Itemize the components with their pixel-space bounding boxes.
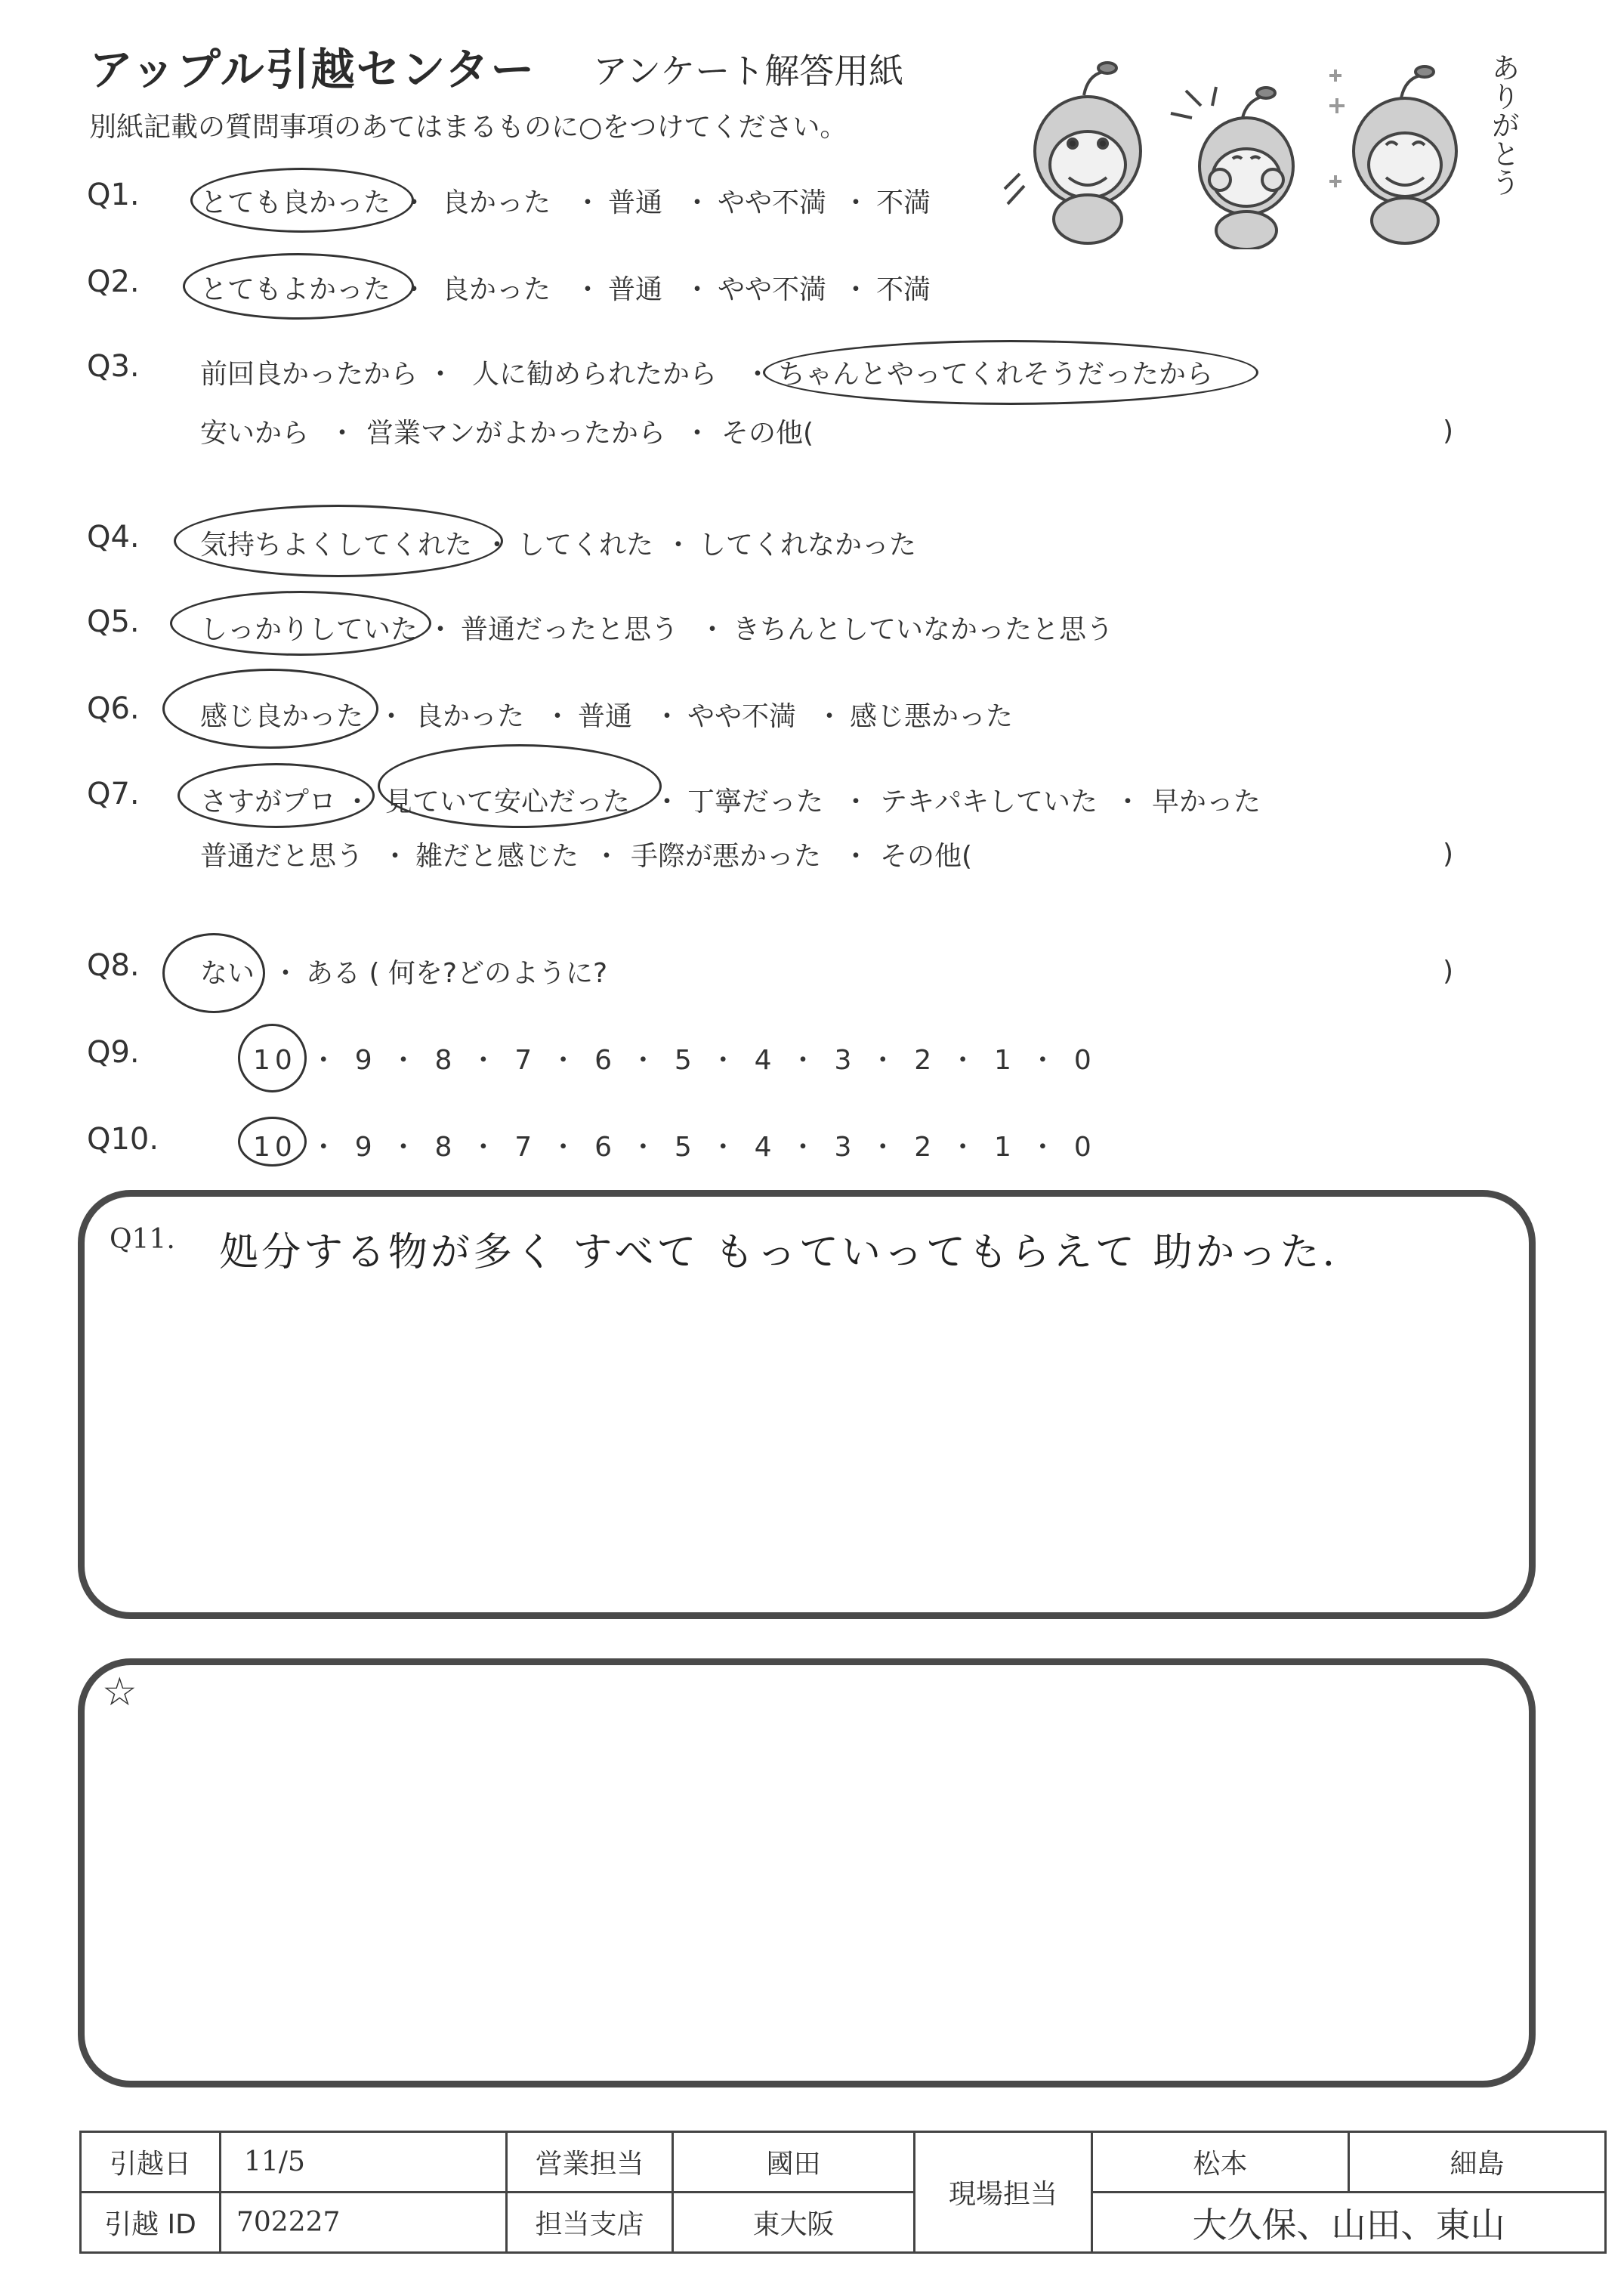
form-title: アンケート解答用紙	[593, 51, 904, 91]
monkey-mascots-image	[997, 45, 1511, 249]
q8-close-paren: )	[1443, 956, 1454, 987]
staff-info-table	[79, 2131, 1607, 2254]
q3-option-4[interactable]: 安いから	[200, 418, 310, 449]
q9-label: Q9.	[87, 1035, 140, 1070]
q3-option-other[interactable]: その他(	[721, 418, 814, 449]
site-staff-3: 大久保、山田、東山	[1092, 2193, 1606, 2253]
site-staff-label: 現場担当	[915, 2132, 1092, 2253]
q9-answer-circle	[238, 1024, 307, 1092]
branch-value: 東大阪	[673, 2193, 915, 2253]
move-id-value: 702227	[221, 2193, 507, 2253]
site-staff-1: 松本	[1092, 2132, 1349, 2193]
q1-option-3[interactable]: 普通	[608, 187, 663, 218]
q5-option-1[interactable]: しっかりしていた	[200, 614, 418, 645]
q6-option-2[interactable]: 良かった	[415, 701, 525, 732]
q6-label: Q6.	[87, 691, 140, 726]
q1-option-2[interactable]: 良かった	[442, 187, 551, 218]
q8-option-2[interactable]: ある ( 何を?どのように?	[306, 958, 608, 989]
star-icon: ☆	[102, 1670, 137, 1715]
q7-label: Q7.	[87, 777, 140, 811]
q5-label: Q5.	[87, 604, 140, 639]
company-name: アップル引越センター	[89, 44, 536, 95]
q8-answer-circle	[162, 933, 265, 1013]
q4-option-3[interactable]: してくれなかった	[699, 530, 917, 561]
move-id-label: 引越 ID	[81, 2193, 221, 2253]
q4-label: Q4.	[87, 520, 140, 555]
q5-answer-circle	[170, 591, 431, 656]
q10-scale[interactable]: 10 ・ 9 ・ 8 ・ 7 ・ 6 ・ 5 ・ 4 ・ 3 ・ 2 ・ 1 ・ 0	[253, 1132, 1096, 1163]
q6-option-3[interactable]: 普通	[578, 701, 633, 732]
q7-answer-circle-1	[178, 763, 375, 828]
q7-option-8[interactable]: 手際が悪かった	[631, 841, 822, 872]
sales-label: 営業担当	[507, 2132, 673, 2193]
q3-answer-circle	[763, 340, 1258, 405]
q6-option-4[interactable]: やや不満	[687, 701, 797, 732]
q11-label: Q11.	[110, 1224, 175, 1255]
q1-option-1[interactable]: とても良かった	[200, 187, 391, 218]
thanks-text: ありがとう	[1487, 53, 1520, 196]
q7-answer-circle-2	[378, 744, 662, 828]
q2-option-2[interactable]: 良かった	[442, 274, 551, 305]
q10-label: Q10.	[87, 1122, 159, 1157]
q4-option-2[interactable]: してくれた	[517, 530, 654, 561]
q1-label: Q1.	[87, 178, 140, 212]
q2-option-4[interactable]: やや不満	[718, 274, 827, 305]
sales-value: 國田	[673, 2132, 915, 2193]
q10-answer-circle	[238, 1117, 307, 1167]
q8-option-1[interactable]: ない	[200, 958, 255, 989]
site-staff-2: 細島	[1349, 2132, 1606, 2193]
q6-option-1[interactable]: 感じ良かった	[200, 701, 364, 732]
q3-option-5[interactable]: 営業マンがよかったから	[366, 418, 666, 449]
move-date-value: 11/5	[221, 2132, 507, 2193]
q7-option-1[interactable]: さすがプロ	[200, 786, 337, 817]
q1-option-4[interactable]: やや不満	[718, 187, 827, 218]
q5-option-3[interactable]: きちんとしていなかったと思う	[733, 614, 1114, 645]
q3-option-1[interactable]: 前回良かったから	[200, 359, 418, 390]
q2-label: Q2.	[87, 264, 140, 299]
q8-label: Q8.	[87, 948, 140, 983]
q7-option-5[interactable]: 早かった	[1152, 786, 1261, 817]
q4-answer-circle	[174, 505, 503, 577]
q2-option-3[interactable]: 普通	[608, 274, 663, 305]
q4-option-1[interactable]: 気持ちよくしてくれた	[200, 530, 473, 561]
q3-label: Q3.	[87, 349, 140, 384]
q7-option-4[interactable]: テキパキしていた	[880, 786, 1098, 817]
q3-option-2[interactable]: 人に勧められたから	[472, 359, 718, 390]
q7-option-7[interactable]: 雑だと感じた	[415, 841, 579, 872]
move-date-label: 引越日	[81, 2132, 221, 2193]
q7-close-paren: )	[1443, 839, 1454, 870]
q1-answer-circle	[190, 168, 414, 233]
q7-option-3[interactable]: 丁寧だった	[687, 786, 824, 817]
q5-option-2[interactable]: 普通だったと思う	[461, 614, 679, 645]
q11-handwritten-answer: 処分する物が多く すべて もっていってもらえて 助かった.	[219, 1230, 1338, 1275]
q6-answer-circle	[162, 669, 378, 749]
q2-option-5[interactable]: 不満	[876, 274, 931, 305]
q2-answer-circle	[183, 253, 414, 320]
q2-option-1[interactable]: とてもよかった	[200, 274, 391, 305]
q7-option-6[interactable]: 普通だと思う	[200, 841, 364, 872]
q1-option-5[interactable]: 不満	[876, 187, 931, 218]
q3-close-paren: )	[1443, 416, 1454, 447]
branch-label: 担当支店	[507, 2193, 673, 2253]
q3-option-3[interactable]: ちゃんとやってくれそうだったから	[778, 359, 1214, 390]
free-comment-box[interactable]	[78, 1658, 1536, 2087]
instruction-text: 別紙記載の質問事項のあてはまるものに○をつけてください。	[89, 112, 848, 143]
q7-option-2[interactable]: 見ていて安心だった	[385, 786, 631, 817]
q7-option-other[interactable]: その他(	[880, 841, 973, 872]
q9-scale[interactable]: 10 ・ 9 ・ 8 ・ 7 ・ 6 ・ 5 ・ 4 ・ 3 ・ 2 ・ 1 ・ 0	[253, 1045, 1096, 1076]
q6-option-5[interactable]: 感じ悪かった	[850, 701, 1014, 732]
